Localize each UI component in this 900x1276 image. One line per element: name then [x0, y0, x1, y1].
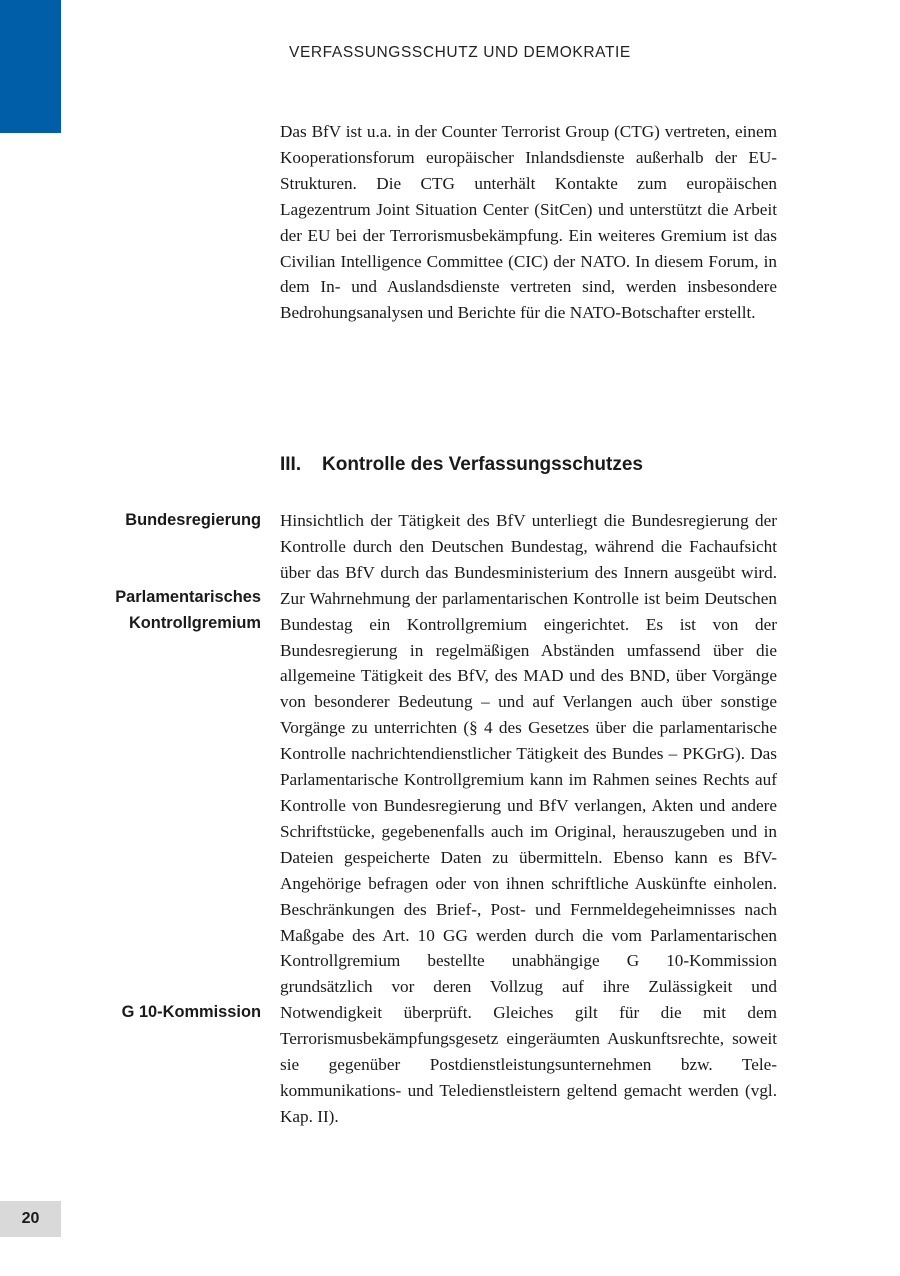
- page-number: 20: [21, 1210, 40, 1227]
- margin-note-bundesregierung: Bundesregierung: [125, 511, 261, 529]
- section-title: Kontrolle des Verfassungsschutzes: [322, 454, 643, 475]
- section-heading: [280, 454, 643, 476]
- paragraph-kontrolle: Hinsichtlich der Tätigkeit des BfV unterliegt die Bundesregierung der Kontrolle durch den Deutschen Bundestag, während die Fachaufsicht über das BfV durch das Bundesministerium des Innern ausgeübt wird. Zur Wahrnehmung der parlamentarischen Kontrolle ist beim Deutschen Bundestag ein Kontrollgremium eingerichtet. Es ist von der Bundesregierung in regelmäßigen Abständen umfassend über die allgemeine Tätigkeit des BfV, des MAD und des BND, über Vorgänge von besonderer Bedeutung – und auf Verlangen auch über sonstige Vorgänge zu unterrichten (§ 4 des Gesetzes über die parlamentarische Kontrolle nachrichtendienstlicher Tätigkeit des Bundes – PKGrG). Das Parlamentarische Kontrollgremium kann im Rahmen seines Rechts auf Kontrolle von Bundesregierung und BfV verlangen, Akten und andere Schriftstücke, gegebenenfalls auch im Original, herauszugeben und in Dateien gespeicherte Daten zu übermitteln. Ebenso kann es BfV-Angehörige befragen oder von ihnen schriftliche Auskünfte einholen. Beschränkungen des Brief-, Post- und Fernmeldegeheimnisses nach Maßgabe des Art. 10 GG werden durch die vom Parlamentarischen Kontrollgremium bestellte unabhängige G 10-Kommission grundsätzlich vor deren Vollzug auf ihre Zulässigkeit und Notwendigkeit überprüft. Gleiches gilt für die mit dem Terrorismusbekämpfungsgesetz eingeräumten Auskunftsrechte, soweit sie gegenüber Postdienstleistungsunternehmen bzw. Telekommunikations- und Teledienstleistern geltend gemacht werden (vgl. Kap. II).: [280, 511, 777, 1126]
- accent-bar: [0, 0, 61, 133]
- section-number: III.: [280, 454, 302, 475]
- margin-note-kontrollgremium-line1: Parlamentarisches: [115, 588, 261, 606]
- paragraph-ctg: Das BfV ist u.a. in der Counter Terrorist Group (CTG) vertreten, einem Kooperationsforum europäischer Inlandsdienste außerhalb der EU-Strukturen. Die CTG unterhält Kontakte zum europäischen Lagezentrum Joint Situation Center (SitCen) und unterstützt die Arbeit der EU bei der Terrorismusbekämpfung. Ein weiteres Gremium ist das Civilian Intelligence Committee (CIC) der NATO. In diesem Forum, in dem In- und Auslandsdienste vertreten sind, werden insbesondere Bedrohungsanalysen und Berichte für die NATO-Botschafter erstellt.: [280, 122, 777, 323]
- margin-note-g10-kommission: G 10-Kommission: [121, 1003, 261, 1021]
- margin-note-kontrollgremium: [115, 585, 261, 637]
- running-header: VERFASSUNGSSCHUTZ UND DEMOKRATIE: [289, 44, 631, 61]
- page-number-box: [0, 1201, 61, 1237]
- margin-note-kontrollgremium-line2: Kontrollgremium: [128, 613, 261, 632]
